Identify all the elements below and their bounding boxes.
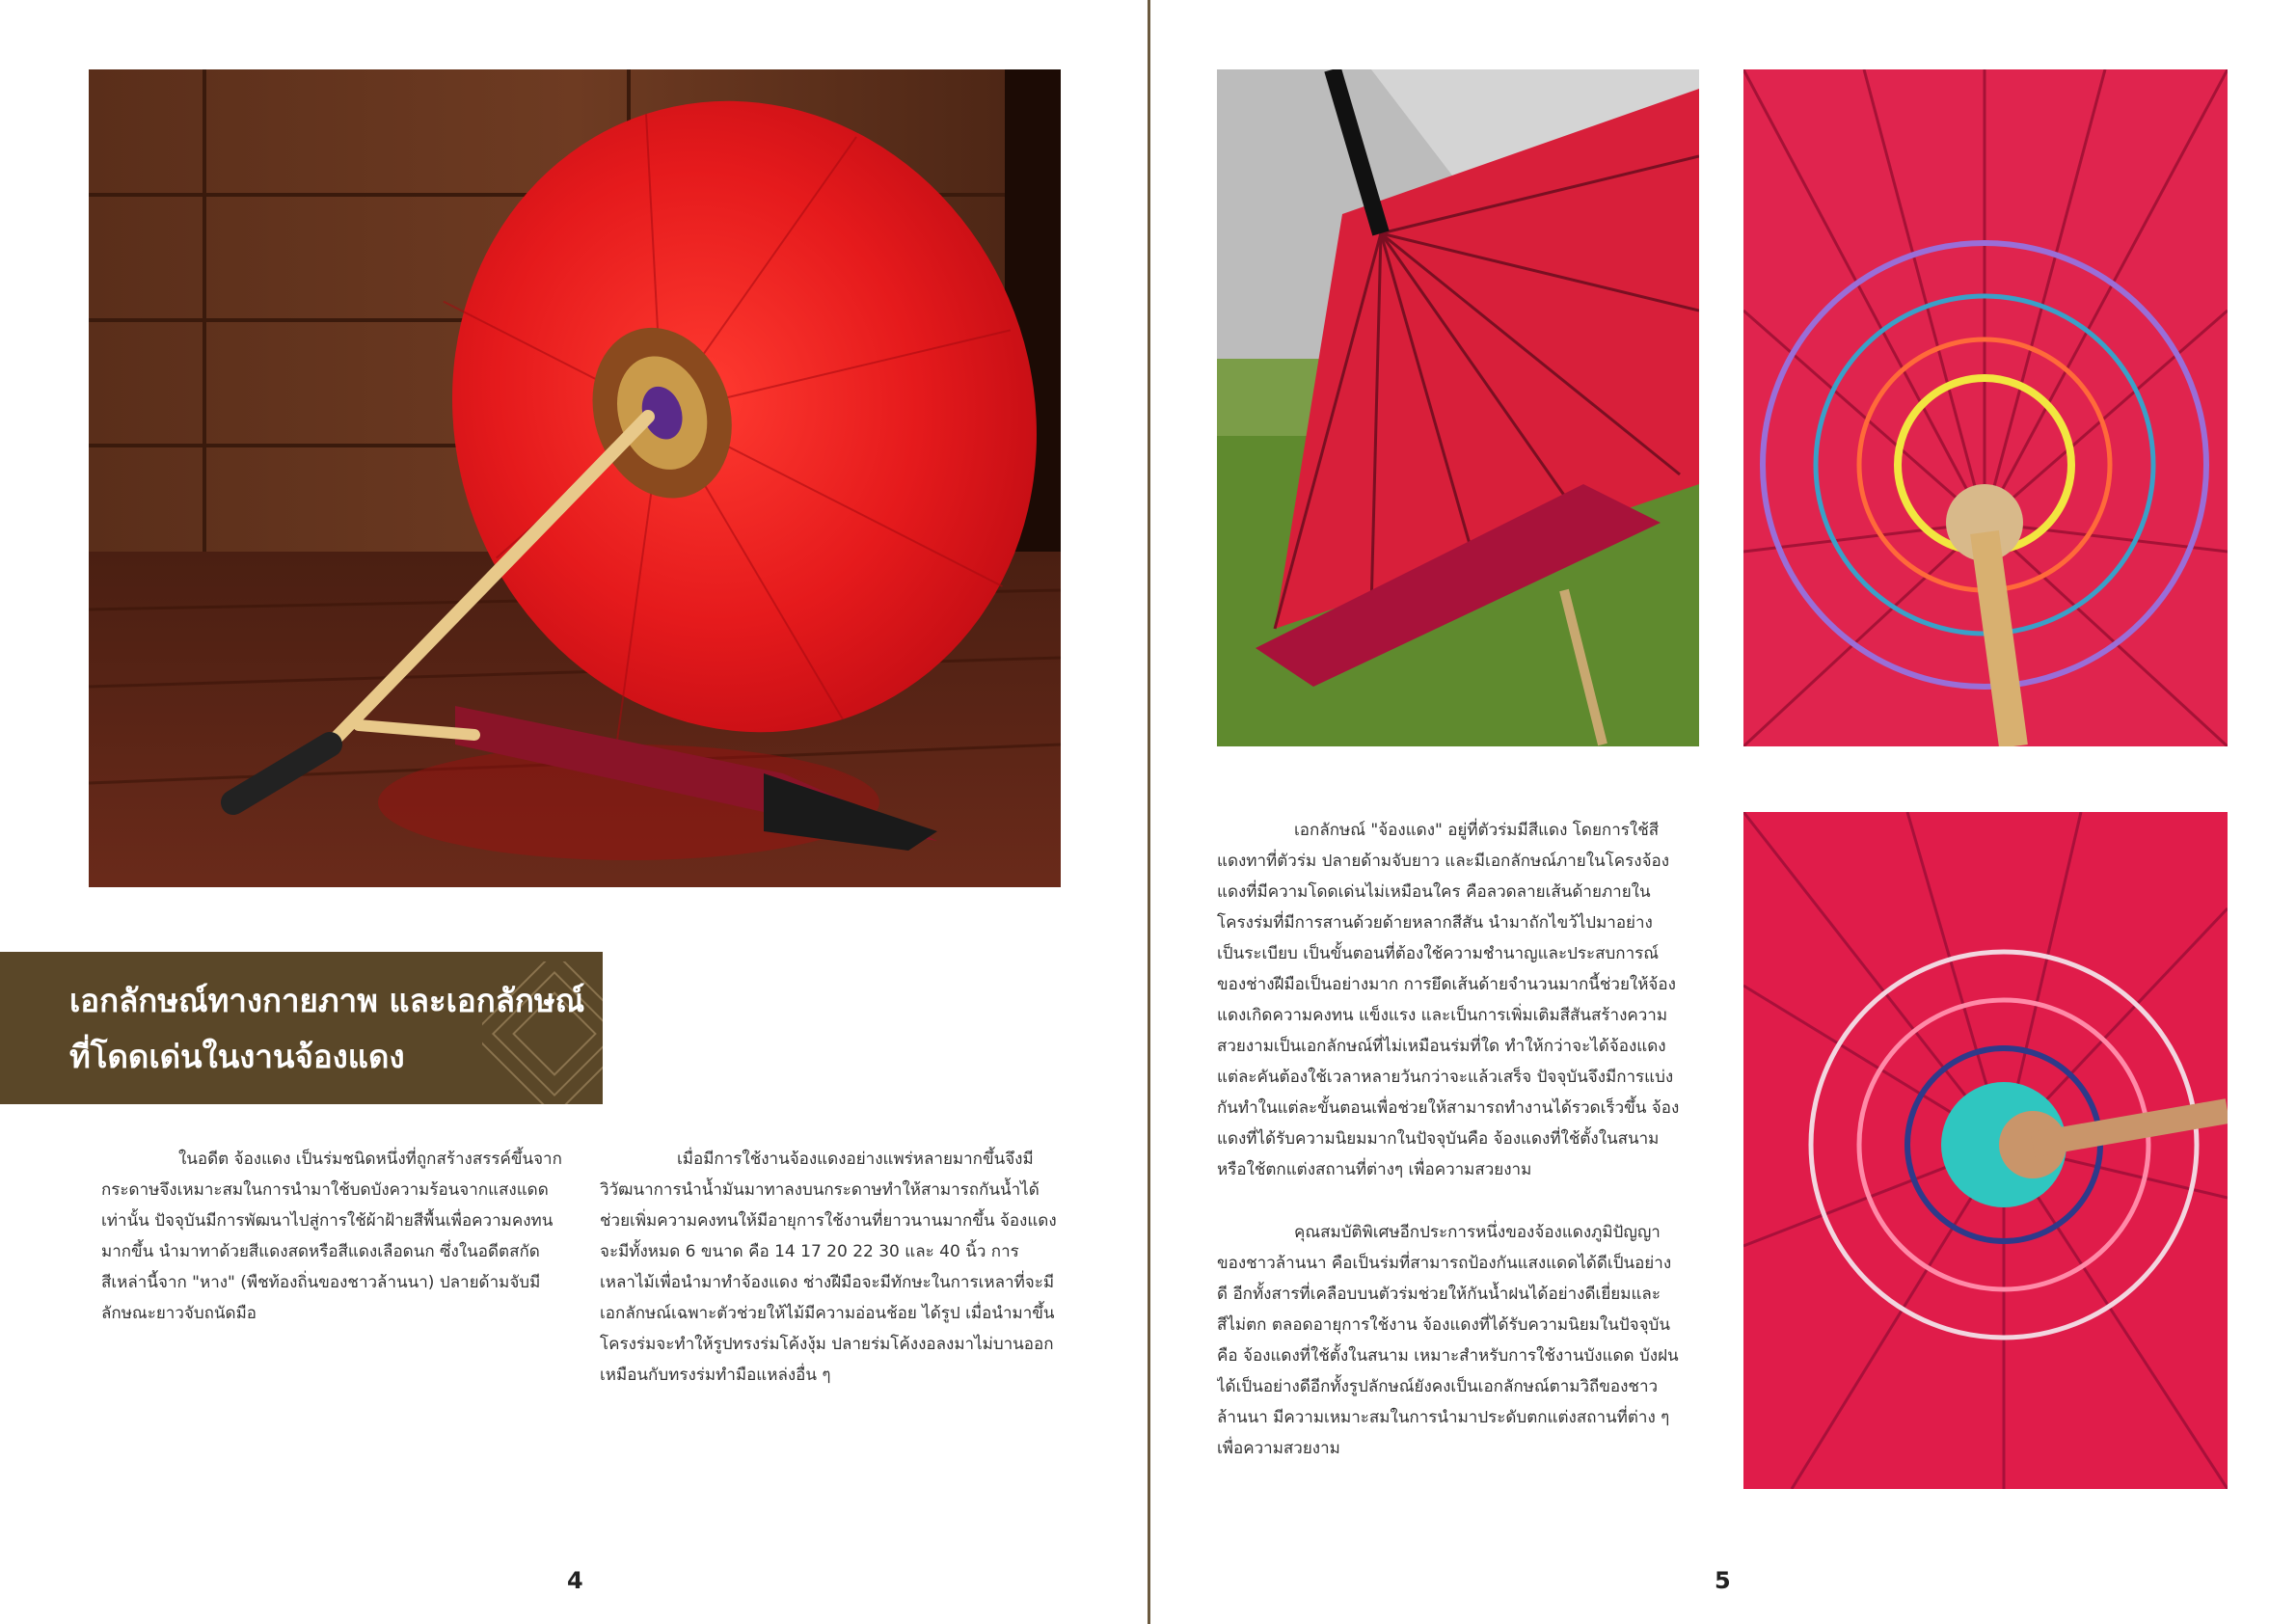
text-line: มากขึ้น นำมาทาด้วยสีแดงสดหรือสีแดงเลือดนก ซึ่งในอดีตสกัด bbox=[101, 1242, 540, 1261]
text-line: เหลาไม้เพื่อนำมาทำจ้องแดง ช่างฝีมือจะมีทักษะในการเหลาที่จะมี bbox=[600, 1273, 1055, 1292]
text-line: วิวัฒนาการนำน้ำมันมาทาลงบนกระดาษทำให้สามารถกันน้ำได้ bbox=[600, 1180, 1040, 1200]
text-line: ช่วยเพิ่มความคงทนให้มีอายุการใช้งานที่ยาวนานมากขึ้น จ้องแดง bbox=[600, 1211, 1057, 1231]
section-title-band bbox=[0, 952, 603, 1104]
text-line: เพื่อความสวยงาม bbox=[1217, 1439, 1340, 1458]
text-line: เอกลักษณ์ "จ้องแดง" อยู่ที่ตัวร่มมีสีแดง โดยการใช้สี bbox=[1294, 821, 1660, 840]
garden-umbrella-photo-art bbox=[1217, 69, 1699, 746]
text-line: สีเหล่านี้จาก "หาง" (พืชท้องถิ่นของชาวล้านนา) ปลายด้ามจับมี bbox=[101, 1273, 541, 1292]
text-line: คุณสมบัติพิเศษอีกประการหนึ่งของจ้องแดงภูมิปัญญา bbox=[1294, 1223, 1661, 1242]
text-line: ของชาวล้านนา คือเป็นร่มที่สามารถป้องกันแสงแดดได้ดีเป็นอย่าง bbox=[1217, 1254, 1672, 1273]
text-line: คือ จ้องแดงที่ใช้ตั้งในสนาม เหมาะสำหรับการใช้งานบังแดด บังฝน bbox=[1217, 1346, 1679, 1366]
text-line: กันทำในแต่ละขั้นตอนเพื่อช่วยให้สามารถทำงานได้รวดเร็วขึ้น จ้อง bbox=[1217, 1098, 1680, 1118]
text-line: ได้เป็นอย่างดีอีกทั้งรูปลักษณ์ยังคงเป็นเอกลักษณ์ตามวิถีของชาว bbox=[1217, 1377, 1659, 1396]
umbrella-thread-detail-bottom-art bbox=[1743, 812, 2228, 1489]
text-line: เอกลักษณ์เฉพาะตัวช่วยให้ไม้มีความอ่อนช้อย ได้รูป เมื่อนำมาขึ้น bbox=[600, 1304, 1055, 1323]
right-paragraph-1-text bbox=[1217, 815, 1699, 1185]
red-umbrella-photo-art bbox=[89, 69, 1061, 887]
text-line: ของช่างฝีมือเป็นอย่างมาก การยึดเส้นด้ายจำนวนมากนี้ช่วยให้จ้อง bbox=[1217, 975, 1676, 994]
text-line: เท่านั้น ปัจจุบันมีการพัฒนาไปสู่การใช้ผ้าฝ้ายสีพื้นเพื่อความคงทน bbox=[101, 1211, 554, 1231]
umbrella-thread-detail-photo-top bbox=[1743, 69, 2228, 746]
text-line: แดงทาที่ตัวร่ม ปลายด้ามจับยาว และมีเอกลักษณ์ภายในโครงจ้อง bbox=[1217, 852, 1670, 871]
left-column-2-text bbox=[600, 1144, 1063, 1391]
garden-umbrella-photo bbox=[1217, 69, 1699, 746]
text-line: แดงที่ได้รับความนิยมมากในปัจจุบันคือ จ้องแดงที่ใช้ตั้งในสนาม bbox=[1217, 1129, 1660, 1149]
text-line: ดี อีกทั้งสารที่เคลือบบนตัวร่มช่วยให้กันน้ำฝนได้อย่างดีเยี่ยมและ bbox=[1217, 1285, 1661, 1304]
text-line: เป็นระเบียบ เป็นขั้นตอนที่ต้องใช้ความชำนาญและประสบการณ์ bbox=[1217, 944, 1660, 963]
left-column-1-text bbox=[101, 1144, 583, 1329]
text-line: กระดาษจึงเหมาะสมในการนำมาใช้บดบังความร้อนจากแสงแดด bbox=[101, 1180, 549, 1200]
text-line: สวยงามเป็นเอกลักษณ์ที่ไม่เหมือนร่มที่ใด ทำให้กว่าจะได้จ้องแดง bbox=[1217, 1037, 1666, 1056]
text-line: หรือใช้ตกแต่งสถานที่ต่างๆ เพื่อความสวยงาม bbox=[1217, 1160, 1532, 1179]
text-line: ในอดีต จ้องแดง เป็นร่มชนิดหนึ่งที่ถูกสร้างสรรค์ขึ้นจาก bbox=[178, 1150, 562, 1169]
section-title-line1: เอกลักษณ์ทางกายภาพ และเอกลักษณ์ bbox=[69, 982, 585, 1019]
text-line: แดงเกิดความคงทน แข็งแรง และเป็นการเพิ่มเติมสีสันสร้างความ bbox=[1217, 1006, 1668, 1025]
text-line: ล้านนา มีความเหมาะสมในการนำมาประดับตกแต่งสถานที่ต่าง ๆ bbox=[1217, 1408, 1670, 1427]
right-paragraph-2-text bbox=[1217, 1217, 1699, 1464]
page-divider bbox=[1148, 0, 1150, 1624]
text-line: โครงร่มจะทำให้รูปทรงร่มโค้งงุ้ม ปลายร่มโค้งงอลงมาไม่บานออก bbox=[600, 1335, 1054, 1354]
text-line: จะมีทั้งหมด 6 ขนาด คือ 14 17 20 22 30 และ 40 นิ้ว การ bbox=[600, 1242, 1019, 1261]
page-number-left: 4 bbox=[567, 1567, 583, 1594]
text-line: แต่ละคันต้องใช้เวลาหลายวันกว่าจะแล้วเสร็จ ปัจจุบันจึงมีการแบ่ง bbox=[1217, 1068, 1674, 1087]
page-number-right: 5 bbox=[1715, 1567, 1731, 1594]
text-line: สีไม่ตก ตลอดอายุการใช้งาน จ้องแดงที่ได้รับความนิยมในปัจจุบัน bbox=[1217, 1315, 1670, 1335]
text-line: โครงร่มที่มีการสานด้วยด้ายหลากสีสัน นำมาถักไขว้ไปมาอย่าง bbox=[1217, 913, 1653, 933]
text-line: เมื่อมีการใช้งานจ้องแดงอย่างแพร่หลายมากขึ้นจึงมี bbox=[677, 1150, 1034, 1169]
section-title-line2: ที่โดดเด่นในงานจ้องแดง bbox=[69, 1038, 405, 1075]
text-line: ลักษณะยาวจับถนัดมือ bbox=[101, 1304, 257, 1323]
red-umbrella-photo bbox=[89, 69, 1061, 887]
umbrella-thread-detail-top-art bbox=[1743, 69, 2228, 746]
text-line: แดงที่มีความโดดเด่นไม่เหมือนใคร คือลวดลายเส้นด้ายภายใน bbox=[1217, 882, 1651, 902]
umbrella-thread-detail-photo-bottom bbox=[1743, 812, 2228, 1489]
text-line: เหมือนกับทรงร่มทำมือแหล่งอื่น ๆ bbox=[600, 1366, 831, 1385]
